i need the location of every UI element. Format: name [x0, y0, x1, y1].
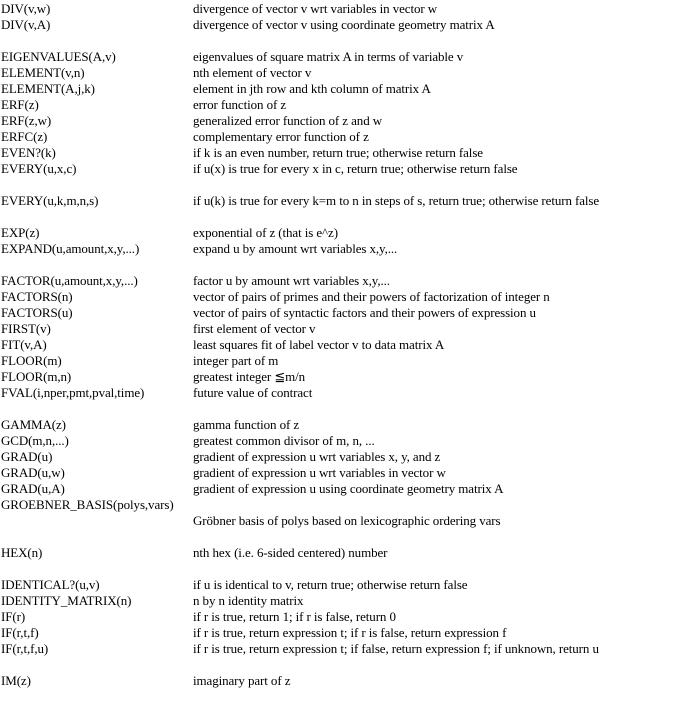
function-signature: FLOOR(m,n) — [1, 369, 72, 384]
function-signature: EVEN?(k) — [1, 145, 56, 160]
function-description: expand u by amount wrt variables x,y,... — [193, 241, 398, 256]
function-description: first element of vector v — [193, 321, 316, 336]
function-description: if u(x) is true for every x in c, return true; otherwise return false — [193, 161, 518, 176]
function-signature: ERF(z,w) — [1, 113, 52, 128]
function-signature: IM(z) — [1, 673, 31, 688]
function-description: gradient of expression u wrt variables x, y, and z — [193, 449, 441, 464]
function-description: divergence of vector v wrt variables in vector w — [193, 1, 438, 16]
function-signature: IF(r,t,f) — [1, 625, 39, 640]
function-description: vector of pairs of syntactic factors and their powers of expression u — [193, 305, 536, 320]
function-signature: ERF(z) — [1, 97, 39, 112]
function-description: gradient of expression u using coordinate geometry matrix A — [193, 481, 504, 496]
function-signature: EVERY(u,x,c) — [1, 161, 77, 176]
function-signature: EXPAND(u,amount,x,y,...) — [1, 241, 140, 256]
function-description: divergence of vector v using coordinate geometry matrix A — [193, 17, 495, 32]
function-description: eigenvalues of square matrix A in terms of variable v — [193, 49, 464, 64]
function-description: if u(k) is true for every k=m to n in steps of s, return true; otherwise return false — [193, 193, 600, 208]
function-description: Gröbner basis of polys based on lexicographic ordering vars — [193, 513, 501, 528]
function-description: least squares fit of label vector v to data matrix A — [193, 337, 445, 352]
function-description: generalized error function of z and w — [193, 113, 383, 128]
function-description: integer part of m — [193, 353, 279, 368]
function-signature: FLOOR(m) — [1, 353, 62, 368]
function-signature: IF(r) — [1, 609, 26, 624]
function-description: exponential of z (that is e^z) — [193, 225, 338, 240]
function-signature: ELEMENT(A,j,k) — [1, 81, 95, 96]
function-signature: GROEBNER_BASIS(polys,vars) — [1, 497, 174, 512]
function-signature: GCD(m,n,...) — [1, 433, 69, 448]
function-signature: ELEMENT(v,n) — [1, 65, 85, 80]
function-signature: FACTOR(u,amount,x,y,...) — [1, 273, 138, 288]
function-signature: GAMMA(z) — [1, 417, 66, 432]
function-description: nth element of vector v — [193, 65, 312, 80]
function-signature: FACTORS(u) — [1, 305, 73, 320]
function-description: gamma function of z — [193, 417, 300, 432]
function-description: gradient of expression u wrt variables in vector w — [193, 465, 446, 480]
function-signature: EXP(z) — [1, 225, 40, 240]
function-description: if k is an even number, return true; otherwise return false — [193, 145, 483, 160]
function-description: if r is true, return expression t; if r is false, return expression f — [193, 625, 507, 640]
function-description: if u is identical to v, return true; otherwise return false — [193, 577, 468, 592]
function-signature: GRAD(u) — [1, 449, 53, 464]
function-description: nth hex (i.e. 6-sided centered) number — [193, 545, 388, 560]
function-signature: HEX(n) — [1, 545, 43, 560]
function-description: complementary error function of z — [193, 129, 369, 144]
function-signature: DIV(v,w) — [1, 1, 51, 16]
function-signature: GRAD(u,w) — [1, 465, 65, 480]
function-description: greatest common divisor of m, n, ... — [193, 433, 375, 448]
function-description: element in jth row and kth column of matrix A — [193, 81, 431, 96]
function-description: error function of z — [193, 97, 287, 112]
function-signature: FIRST(v) — [1, 321, 51, 336]
function-signature: IDENTICAL?(u,v) — [1, 577, 100, 592]
function-signature: GRAD(u,A) — [1, 481, 65, 496]
function-signature: FIT(v,A) — [1, 337, 47, 352]
function-signature: IF(r,t,f,u) — [1, 641, 49, 656]
function-signature: FVAL(i,nper,pmt,pval,time) — [1, 385, 145, 400]
function-signature: IDENTITY_MATRIX(n) — [1, 593, 132, 608]
function-description: greatest integer ≦m/n — [193, 369, 306, 384]
function-signature: FACTORS(n) — [1, 289, 73, 304]
function-description: n by n identity matrix — [193, 593, 304, 608]
function-description: if r is true, return expression t; if false, return expression f; if unknown, return u — [193, 641, 599, 656]
function-description: future value of contract — [193, 385, 313, 400]
function-description: vector of pairs of primes and their powers of factorization of integer n — [193, 289, 550, 304]
function-signature: DIV(v,A) — [1, 17, 51, 32]
function-signature: ERFC(z) — [1, 129, 48, 144]
function-description: if r is true, return 1; if r is false, return 0 — [193, 609, 396, 624]
function-signature: EIGENVALUES(A,v) — [1, 49, 116, 64]
function-description: factor u by amount wrt variables x,y,... — [193, 273, 390, 288]
function-signature: EVERY(u,k,m,n,s) — [1, 193, 99, 208]
function-description: imaginary part of z — [193, 673, 291, 688]
